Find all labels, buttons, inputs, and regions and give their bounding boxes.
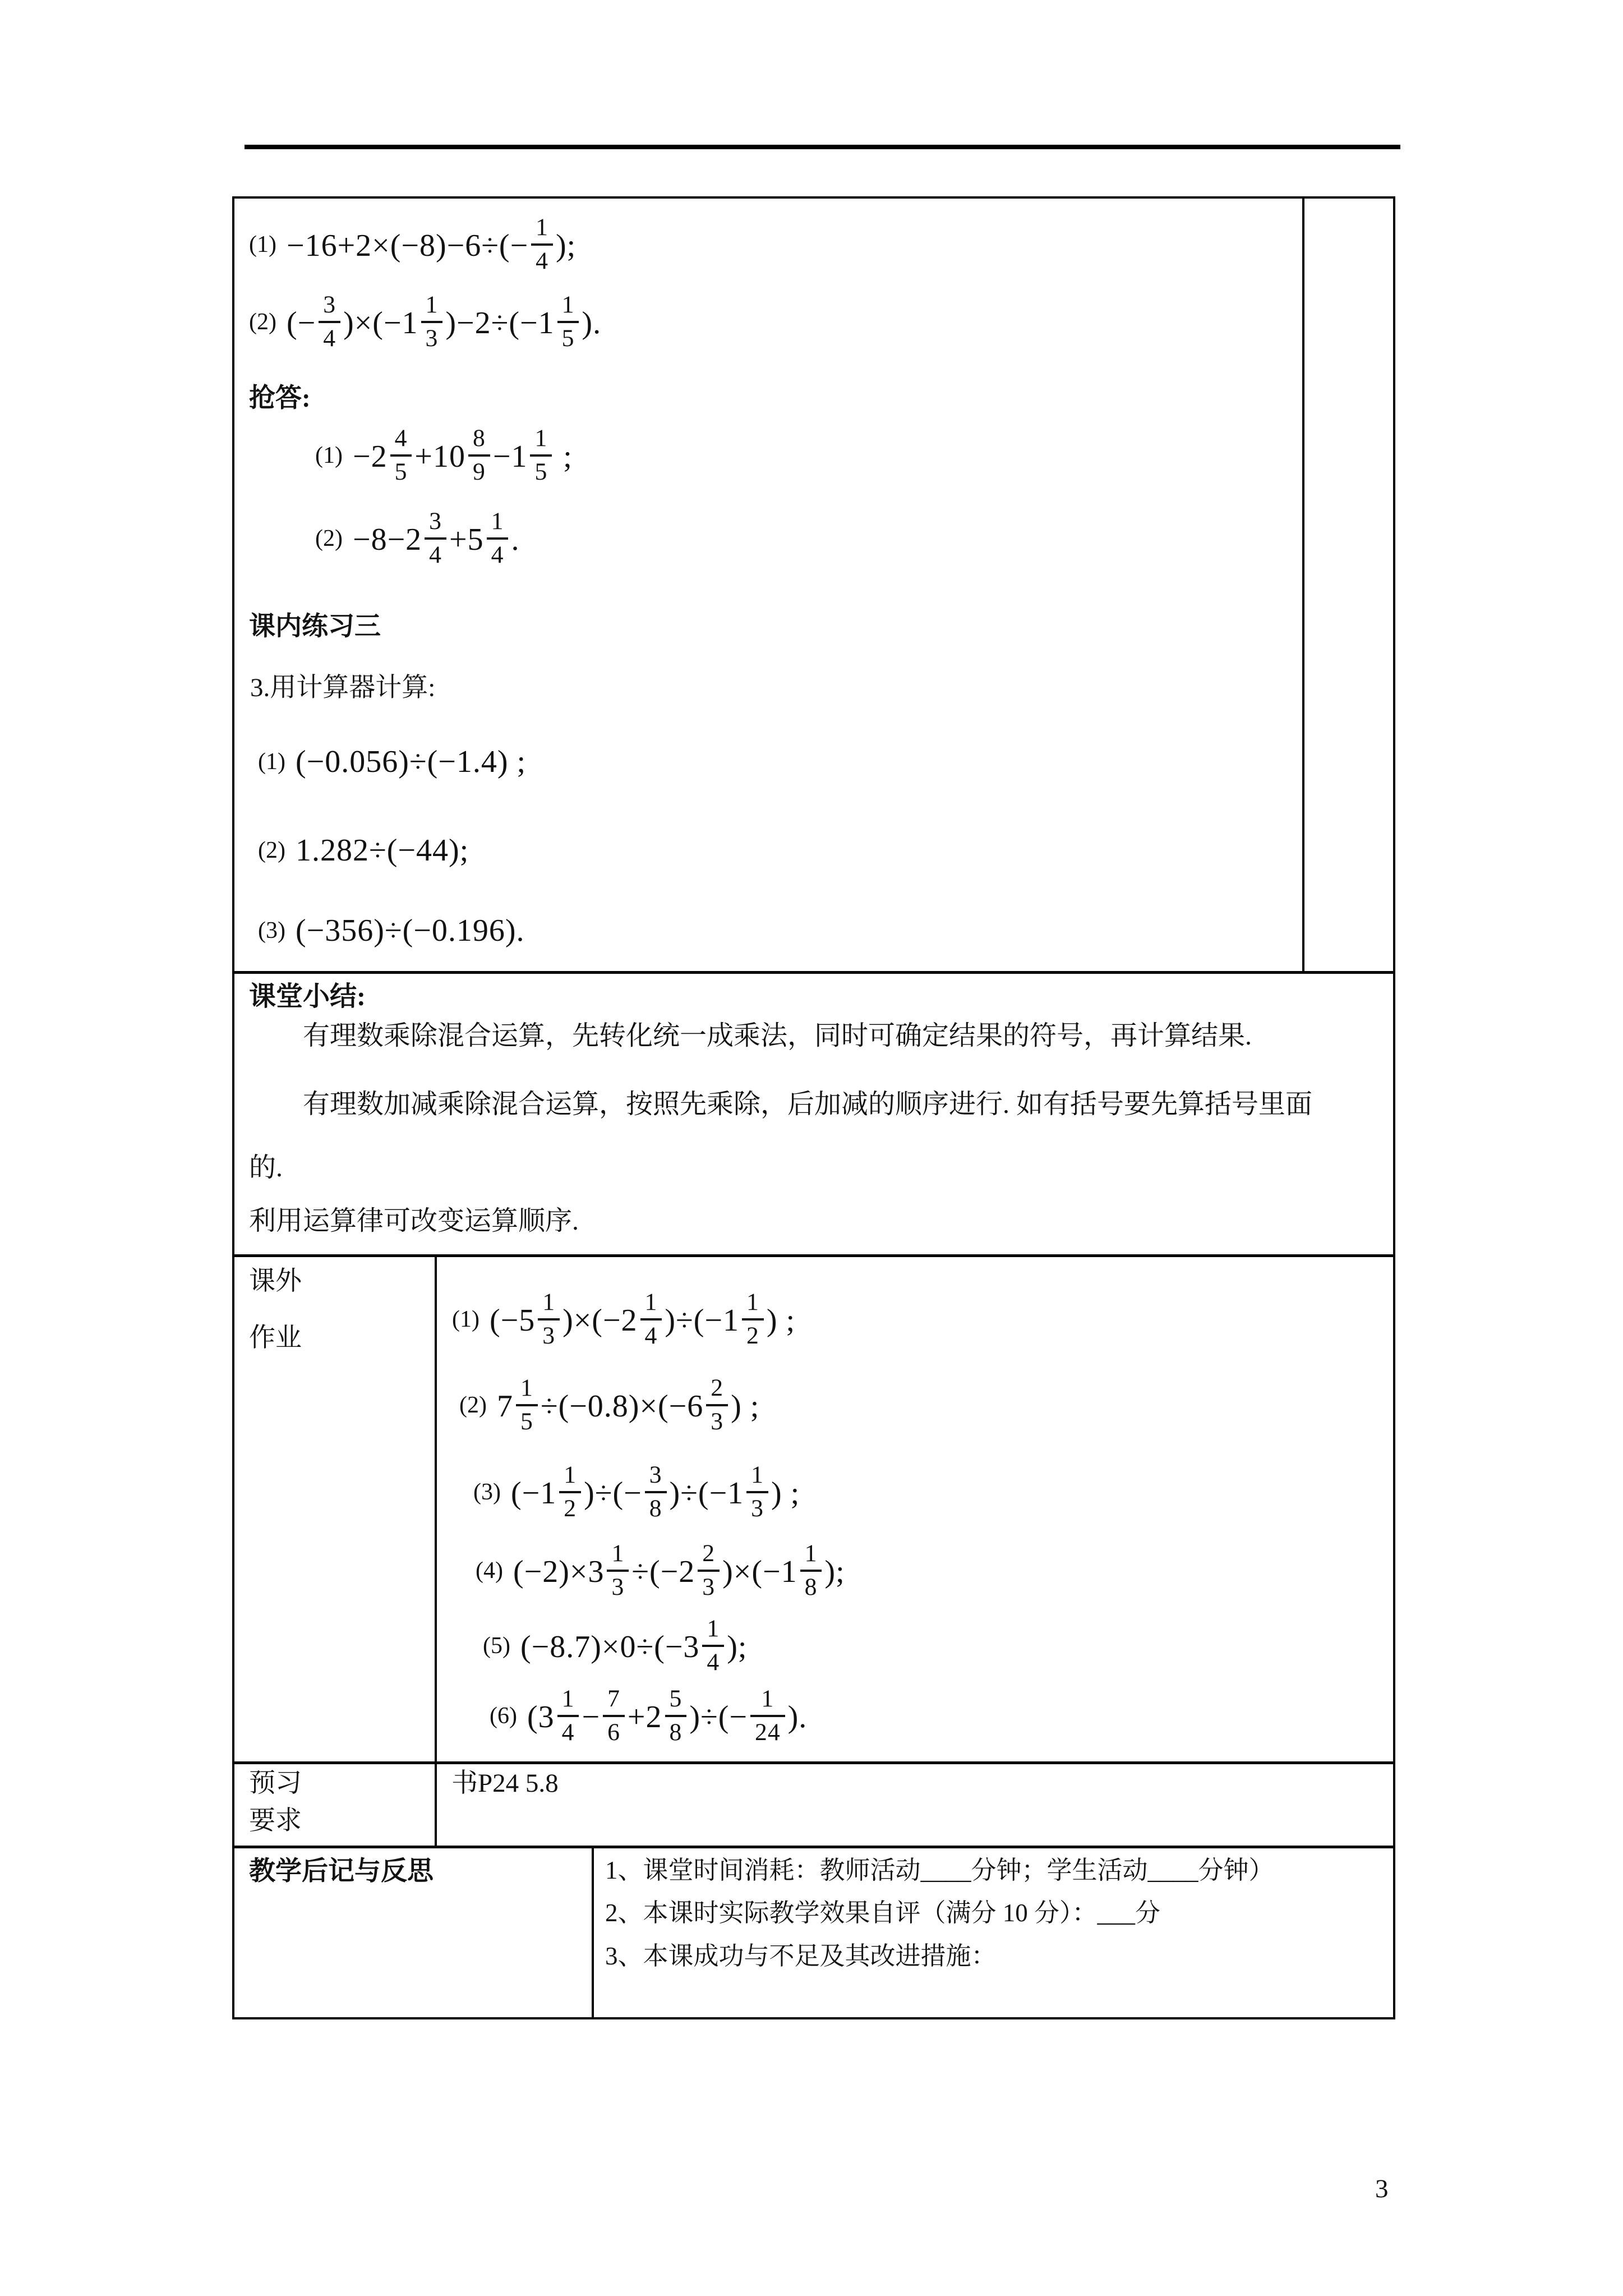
item-label: (3) — [473, 1479, 501, 1505]
preview-label: 要求 — [249, 1806, 302, 1835]
fraction: $\frac{1}{2}$ — [559, 1463, 581, 1521]
item-label: (1) — [452, 1306, 479, 1332]
item-label: (2) — [258, 838, 285, 863]
fraction: $\frac{4}{5}$ — [390, 426, 412, 484]
column-divider-exercises — [1302, 199, 1304, 971]
fraction: $\frac{1}{4}$ — [487, 509, 509, 567]
item-label: (4) — [476, 1558, 503, 1584]
summary-line: 有理数加减乘除混合运算，按照先乘除，后加减的顺序进行. 如有括号要先算括号里面 — [303, 1089, 1313, 1119]
homework-item — [459, 1372, 759, 1439]
fraction: $\frac{1}{4}$ — [557, 1687, 579, 1745]
exercise-item — [249, 211, 576, 278]
fraction: $\frac{1}{3}$ — [538, 1290, 560, 1348]
math-expression: (3 $\frac{1}{4}$ − $\frac{7}{6}$ +2 $\frac{5}{8}$ )÷(− $\frac{1}{24}$ ). — [527, 1685, 808, 1746]
preview-label: 预习 — [249, 1769, 302, 1798]
item-label: (2) — [249, 309, 276, 335]
page-number: 3 — [1375, 2174, 1389, 2203]
fraction: $\frac{3}{4}$ — [425, 509, 446, 567]
item-label: (1) — [249, 232, 276, 257]
homework-label: 作业 — [249, 1323, 302, 1352]
homework-item — [490, 1682, 807, 1750]
fraction: $\frac{1}{2}$ — [742, 1290, 764, 1348]
homework-item — [452, 1286, 795, 1353]
fraction: $\frac{1}{5}$ — [516, 1376, 538, 1434]
summary-line: 的. — [249, 1153, 283, 1182]
calculator-item — [258, 728, 526, 795]
math-expression: 7 $\frac{1}{5}$ ÷(−0.8)×(−6 $\frac{2}{3}$ ) ; — [496, 1374, 760, 1435]
fraction: $\frac{1}{24}$ — [750, 1687, 785, 1745]
reflection-item: 2、本课时实际教学效果自评（满分 10 分）：___分 — [605, 1899, 1161, 1927]
fraction: $\frac{1}{3}$ — [746, 1463, 768, 1521]
item-label: (1) — [315, 443, 343, 468]
fraction: $\frac{1}{5}$ — [530, 426, 552, 484]
fraction: $\frac{1}{3}$ — [607, 1542, 629, 1599]
row-separator — [234, 1761, 1393, 1764]
row-separator — [234, 1846, 1393, 1848]
item-label: (2) — [459, 1392, 487, 1418]
quick-answer-heading: 抢答: — [249, 384, 311, 413]
homework-item — [483, 1612, 747, 1680]
math-expression: (−0.056)÷(−1.4) ; — [295, 744, 527, 779]
math-expression: (−8.7)×0÷(−3 $\frac{1}{4}$ ); — [520, 1615, 748, 1676]
row-separator — [234, 1254, 1393, 1257]
calculator-heading: 3.用计算器计算: — [250, 673, 436, 702]
fraction: $\frac{8}{9}$ — [468, 426, 490, 484]
fraction: $\frac{1}{4}$ — [640, 1290, 662, 1348]
preview-content: 书P24 5.8 — [451, 1769, 559, 1798]
summary-line: 有理数乘除混合运算，先转化统一成乘法，同时可确定结果的符号，再计算结果. — [303, 1021, 1252, 1051]
math-expression: (−356)÷(−0.196). — [295, 913, 525, 948]
fraction: $\frac{1}{3}$ — [421, 293, 443, 351]
item-label: (2) — [315, 526, 343, 551]
header-rule — [245, 145, 1400, 149]
quick-answer-item — [315, 422, 573, 489]
homework-item — [473, 1458, 800, 1526]
item-label: (1) — [258, 749, 285, 775]
fraction: $\frac{3}{4}$ — [319, 293, 340, 351]
reflection-label: 教学后记与反思 — [249, 1857, 434, 1886]
homework-label: 课外 — [249, 1267, 302, 1296]
math-expression: (−5 $\frac{1}{3}$ )×(−2 $\frac{1}{4}$ )÷(−1 $\frac{1}{2}$ ) ; — [489, 1289, 796, 1349]
math-expression: (−2)×3 $\frac{1}{3}$ ÷(−2 $\frac{2}{3}$ )×(−1 $\frac{1}{8}$ ); — [513, 1540, 845, 1600]
fraction: $\frac{1}{8}$ — [800, 1542, 822, 1599]
fraction: $\frac{3}{8}$ — [645, 1463, 667, 1521]
math-expression: −2 $\frac{4}{5}$ +10 $\frac{8}{9}$ −1 $\frac{1}{5}$ ; — [352, 425, 573, 485]
fraction: $\frac{1}{5}$ — [557, 293, 579, 351]
column-divider-homework — [435, 1257, 437, 1846]
math-expression: −16+2×(−8)−6÷(− $\frac{1}{4}$ ); — [286, 214, 577, 274]
fraction: $\frac{2}{3}$ — [706, 1376, 728, 1434]
math-expression: (−1 $\frac{1}{2}$ )÷(− $\frac{3}{8}$ )÷(−1 $\frac{1}{3}$ ) ; — [510, 1461, 800, 1522]
row-separator — [234, 971, 1393, 974]
math-expression: 1.282÷(−44); — [295, 833, 469, 868]
homework-item — [476, 1537, 845, 1604]
fraction: $\frac{1}{4}$ — [531, 215, 553, 273]
fraction: $\frac{2}{3}$ — [698, 1542, 720, 1599]
item-label: (5) — [483, 1633, 510, 1659]
summary-line: 利用运算律可改变运算顺序. — [249, 1206, 579, 1236]
item-label: (6) — [490, 1703, 517, 1729]
fraction: $\frac{7}{6}$ — [603, 1687, 625, 1745]
exercise-item — [249, 288, 601, 356]
math-expression: (− $\frac{3}{4}$ )×(−1 $\frac{1}{3}$ )−2÷(−1 $\frac{1}{5}$ ). — [286, 291, 602, 352]
summary-heading: 课堂小结: — [249, 982, 366, 1011]
math-expression: −8−2 $\frac{3}{4}$ +5 $\frac{1}{4}$ . — [352, 508, 520, 568]
fraction: $\frac{1}{4}$ — [702, 1617, 724, 1674]
calculator-item — [258, 817, 469, 884]
column-divider-reflection — [592, 1848, 594, 2017]
quick-answer-item — [315, 505, 519, 572]
item-label: (3) — [258, 918, 285, 944]
reflection-item: 1、课堂时间消耗：教师活动____分钟；学生活动____分钟） — [605, 1856, 1274, 1884]
practice-heading: 课内练习三 — [249, 612, 381, 641]
fraction: $\frac{5}{8}$ — [665, 1687, 687, 1745]
reflection-item: 3、本课成功与不足及其改进措施： — [605, 1942, 997, 1970]
lesson-plan-table — [232, 196, 1395, 2019]
calculator-item — [258, 897, 524, 964]
